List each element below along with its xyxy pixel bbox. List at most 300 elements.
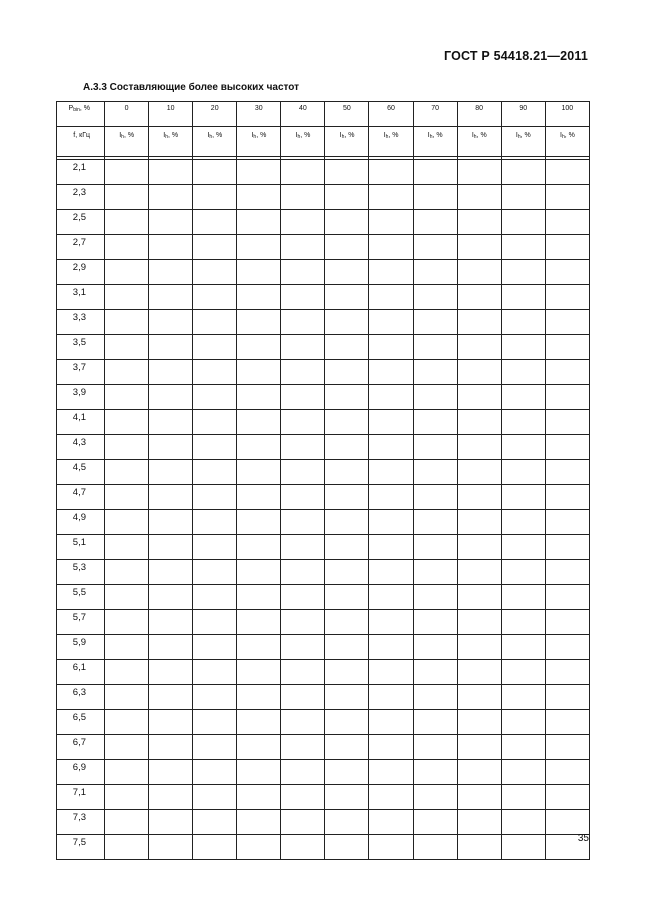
- empty-cell: [237, 310, 281, 335]
- empty-cell: [369, 760, 413, 785]
- empty-cell: [413, 235, 457, 260]
- empty-cell: [281, 335, 325, 360]
- empty-cell: [501, 635, 545, 660]
- empty-cell: [237, 810, 281, 835]
- frequency-value: 5,3: [57, 560, 105, 585]
- empty-cell: [193, 535, 237, 560]
- current-label: $I_h$, %: [501, 127, 545, 157]
- empty-cell: [501, 360, 545, 385]
- empty-cell: [413, 285, 457, 310]
- table-row: [57, 460, 590, 485]
- empty-cell: [457, 510, 501, 535]
- empty-cell: [457, 385, 501, 410]
- table-row: [57, 785, 590, 810]
- power-value: 100: [545, 102, 589, 127]
- table-row: [57, 410, 590, 435]
- table-body: [57, 102, 590, 860]
- empty-cell: [545, 460, 589, 485]
- empty-cell: [281, 235, 325, 260]
- empty-cell: [413, 385, 457, 410]
- empty-cell: [501, 760, 545, 785]
- empty-cell: [457, 585, 501, 610]
- frequency-value: 4,3: [57, 435, 105, 460]
- empty-cell: [325, 460, 369, 485]
- empty-cell: [237, 510, 281, 535]
- empty-cell: [237, 585, 281, 610]
- empty-cell: [369, 310, 413, 335]
- empty-cell: [413, 510, 457, 535]
- power-value: 60: [369, 102, 413, 127]
- empty-cell: [237, 285, 281, 310]
- empty-cell: [193, 710, 237, 735]
- empty-cell: [545, 410, 589, 435]
- empty-cell: [193, 235, 237, 260]
- empty-cell: [501, 435, 545, 460]
- table-row: [57, 835, 590, 860]
- empty-cell: [281, 260, 325, 285]
- empty-cell: [281, 185, 325, 210]
- empty-cell: [413, 460, 457, 485]
- empty-cell: [325, 585, 369, 610]
- empty-cell: [281, 435, 325, 460]
- current-label: $I_h$, %: [105, 127, 149, 157]
- empty-cell: [105, 460, 149, 485]
- empty-cell: [325, 810, 369, 835]
- empty-cell: [193, 835, 237, 860]
- current-label: $I_h$, %: [237, 127, 281, 157]
- empty-cell: [281, 385, 325, 410]
- empty-cell: [325, 285, 369, 310]
- empty-cell: [281, 160, 325, 185]
- empty-cell: [149, 810, 193, 835]
- empty-cell: [501, 485, 545, 510]
- table-row: [57, 160, 590, 185]
- empty-cell: [149, 410, 193, 435]
- empty-cell: [281, 760, 325, 785]
- empty-cell: [149, 360, 193, 385]
- empty-cell: [193, 635, 237, 660]
- empty-cell: [325, 785, 369, 810]
- frequency-value: 7,5: [57, 835, 105, 860]
- empty-cell: [237, 210, 281, 235]
- empty-cell: [281, 710, 325, 735]
- empty-cell: [413, 485, 457, 510]
- empty-cell: [193, 310, 237, 335]
- power-value: 50: [325, 102, 369, 127]
- table-row: [57, 635, 590, 660]
- empty-cell: [281, 810, 325, 835]
- empty-cell: [149, 610, 193, 635]
- table-row: [57, 185, 590, 210]
- empty-cell: [501, 410, 545, 435]
- frequency-value: 3,1: [57, 285, 105, 310]
- empty-cell: [369, 185, 413, 210]
- empty-cell: [545, 635, 589, 660]
- empty-cell: [545, 285, 589, 310]
- unit-header-row: [57, 127, 590, 157]
- empty-cell: [501, 785, 545, 810]
- empty-cell: [457, 735, 501, 760]
- current-label: $I_h$, %: [193, 127, 237, 157]
- empty-cell: [193, 685, 237, 710]
- empty-cell: [369, 385, 413, 410]
- power-value: 80: [457, 102, 501, 127]
- empty-cell: [325, 710, 369, 735]
- table-row: [57, 660, 590, 685]
- empty-cell: [149, 510, 193, 535]
- empty-cell: [105, 535, 149, 560]
- empty-cell: [501, 710, 545, 735]
- table-row: [57, 685, 590, 710]
- empty-cell: [193, 435, 237, 460]
- empty-cell: [457, 435, 501, 460]
- empty-cell: [501, 735, 545, 760]
- empty-cell: [105, 660, 149, 685]
- empty-cell: [237, 685, 281, 710]
- frequency-value: 5,9: [57, 635, 105, 660]
- harmonics-table: [56, 101, 590, 860]
- empty-cell: [369, 635, 413, 660]
- current-label: $I_h$, %: [281, 127, 325, 157]
- empty-cell: [237, 385, 281, 410]
- empty-cell: [457, 210, 501, 235]
- empty-cell: [193, 485, 237, 510]
- empty-cell: [501, 460, 545, 485]
- power-value: 90: [501, 102, 545, 127]
- empty-cell: [237, 260, 281, 285]
- empty-cell: [369, 810, 413, 835]
- empty-cell: [501, 660, 545, 685]
- power-value: 30: [237, 102, 281, 127]
- empty-cell: [369, 610, 413, 635]
- empty-cell: [193, 360, 237, 385]
- empty-cell: [325, 685, 369, 710]
- empty-cell: [237, 660, 281, 685]
- frequency-value: 2,5: [57, 210, 105, 235]
- empty-cell: [193, 610, 237, 635]
- empty-cell: [193, 335, 237, 360]
- empty-cell: [149, 260, 193, 285]
- empty-cell: [501, 260, 545, 285]
- empty-cell: [325, 360, 369, 385]
- empty-cell: [237, 485, 281, 510]
- current-label: $I_h$, %: [457, 127, 501, 157]
- empty-cell: [413, 210, 457, 235]
- empty-cell: [457, 610, 501, 635]
- empty-cell: [501, 610, 545, 635]
- table-row: [57, 385, 590, 410]
- empty-cell: [149, 710, 193, 735]
- frequency-value: 3,3: [57, 310, 105, 335]
- empty-cell: [369, 535, 413, 560]
- empty-cell: [501, 160, 545, 185]
- empty-cell: [105, 785, 149, 810]
- empty-cell: [457, 185, 501, 210]
- empty-cell: [281, 835, 325, 860]
- frequency-value: 2,7: [57, 235, 105, 260]
- empty-cell: [105, 835, 149, 860]
- empty-cell: [149, 335, 193, 360]
- empty-cell: [457, 560, 501, 585]
- empty-cell: [281, 785, 325, 810]
- empty-cell: [413, 835, 457, 860]
- table-row: [57, 260, 590, 285]
- frequency-value: 5,1: [57, 535, 105, 560]
- empty-cell: [369, 160, 413, 185]
- frequency-value: 3,9: [57, 385, 105, 410]
- empty-cell: [149, 585, 193, 610]
- empty-cell: [281, 560, 325, 585]
- empty-cell: [237, 760, 281, 785]
- empty-cell: [193, 560, 237, 585]
- empty-cell: [325, 435, 369, 460]
- empty-cell: [545, 510, 589, 535]
- empty-cell: [193, 285, 237, 310]
- empty-cell: [105, 735, 149, 760]
- empty-cell: [413, 360, 457, 385]
- empty-cell: [325, 185, 369, 210]
- empty-cell: [149, 735, 193, 760]
- empty-cell: [149, 485, 193, 510]
- empty-cell: [501, 510, 545, 535]
- empty-cell: [413, 310, 457, 335]
- empty-cell: [105, 235, 149, 260]
- section-title: А.3.3 Составляющие более высоких частот: [83, 82, 300, 93]
- empty-cell: [325, 560, 369, 585]
- empty-cell: [105, 360, 149, 385]
- empty-cell: [413, 685, 457, 710]
- empty-cell: [193, 160, 237, 185]
- table-row: [57, 585, 590, 610]
- empty-cell: [457, 635, 501, 660]
- empty-cell: [501, 235, 545, 260]
- empty-cell: [281, 610, 325, 635]
- empty-cell: [501, 185, 545, 210]
- frequency-value: 6,9: [57, 760, 105, 785]
- empty-cell: [193, 510, 237, 535]
- table-row: [57, 310, 590, 335]
- empty-cell: [457, 235, 501, 260]
- empty-cell: [105, 810, 149, 835]
- table-row: [57, 535, 590, 560]
- empty-cell: [237, 460, 281, 485]
- frequency-value: 7,1: [57, 785, 105, 810]
- empty-cell: [149, 160, 193, 185]
- empty-cell: [545, 360, 589, 385]
- empty-cell: [545, 160, 589, 185]
- frequency-value: 7,3: [57, 810, 105, 835]
- empty-cell: [413, 660, 457, 685]
- empty-cell: [149, 385, 193, 410]
- current-label: $I_h$, %: [325, 127, 369, 157]
- empty-cell: [501, 210, 545, 235]
- empty-cell: [457, 460, 501, 485]
- page-number: 35: [577, 833, 589, 844]
- empty-cell: [105, 510, 149, 535]
- empty-cell: [149, 760, 193, 785]
- empty-cell: [237, 785, 281, 810]
- empty-cell: [369, 660, 413, 685]
- empty-cell: [281, 635, 325, 660]
- empty-cell: [105, 435, 149, 460]
- table-row: [57, 610, 590, 635]
- empty-cell: [545, 735, 589, 760]
- empty-cell: [105, 285, 149, 310]
- empty-cell: [457, 760, 501, 785]
- frequency-value: 3,5: [57, 335, 105, 360]
- empty-cell: [413, 260, 457, 285]
- empty-cell: [105, 160, 149, 185]
- empty-cell: [413, 610, 457, 635]
- empty-cell: [281, 735, 325, 760]
- empty-cell: [369, 260, 413, 285]
- empty-cell: [325, 485, 369, 510]
- empty-cell: [281, 460, 325, 485]
- empty-cell: [501, 685, 545, 710]
- empty-cell: [237, 160, 281, 185]
- empty-cell: [325, 210, 369, 235]
- empty-cell: [281, 585, 325, 610]
- empty-cell: [545, 310, 589, 335]
- frequency-value: 6,3: [57, 685, 105, 710]
- empty-cell: [149, 310, 193, 335]
- power-header-row: [57, 102, 590, 127]
- empty-cell: [413, 535, 457, 560]
- table-row: [57, 560, 590, 585]
- table-row: [57, 760, 590, 785]
- empty-cell: [281, 485, 325, 510]
- frequency-value: 2,3: [57, 185, 105, 210]
- empty-cell: [281, 360, 325, 385]
- empty-cell: [105, 560, 149, 585]
- empty-cell: [545, 560, 589, 585]
- empty-cell: [413, 185, 457, 210]
- empty-cell: [413, 560, 457, 585]
- empty-cell: [501, 835, 545, 860]
- frequency-value: 5,7: [57, 610, 105, 635]
- empty-cell: [369, 560, 413, 585]
- empty-cell: [193, 210, 237, 235]
- empty-cell: [369, 710, 413, 735]
- empty-cell: [369, 585, 413, 610]
- empty-cell: [149, 460, 193, 485]
- empty-cell: [105, 410, 149, 435]
- frequency-value: 6,1: [57, 660, 105, 685]
- empty-cell: [545, 435, 589, 460]
- frequency-value: 3,7: [57, 360, 105, 385]
- empty-cell: [105, 760, 149, 785]
- empty-cell: [369, 785, 413, 810]
- empty-cell: [369, 685, 413, 710]
- empty-cell: [105, 610, 149, 635]
- empty-cell: [193, 260, 237, 285]
- power-value: 20: [193, 102, 237, 127]
- empty-cell: [545, 685, 589, 710]
- empty-cell: [237, 560, 281, 585]
- empty-cell: [369, 435, 413, 460]
- power-label: $P_{bin}$, %: [57, 102, 105, 127]
- empty-cell: [237, 535, 281, 560]
- empty-cell: [413, 635, 457, 660]
- empty-cell: [457, 310, 501, 335]
- empty-cell: [413, 760, 457, 785]
- empty-cell: [325, 235, 369, 260]
- empty-cell: [193, 785, 237, 810]
- empty-cell: [457, 660, 501, 685]
- frequency-value: 6,7: [57, 735, 105, 760]
- frequency-value: 6,5: [57, 710, 105, 735]
- empty-cell: [105, 310, 149, 335]
- empty-cell: [325, 635, 369, 660]
- table-row: [57, 285, 590, 310]
- empty-cell: [545, 660, 589, 685]
- empty-cell: [105, 685, 149, 710]
- empty-cell: [237, 435, 281, 460]
- current-label: $I_h$, %: [149, 127, 193, 157]
- empty-cell: [105, 585, 149, 610]
- empty-cell: [193, 185, 237, 210]
- table-row: [57, 335, 590, 360]
- empty-cell: [105, 335, 149, 360]
- empty-cell: [501, 535, 545, 560]
- empty-cell: [149, 560, 193, 585]
- empty-cell: [457, 485, 501, 510]
- empty-cell: [369, 235, 413, 260]
- empty-cell: [413, 435, 457, 460]
- empty-cell: [413, 810, 457, 835]
- empty-cell: [501, 560, 545, 585]
- table-row: [57, 735, 590, 760]
- empty-cell: [149, 535, 193, 560]
- empty-cell: [545, 535, 589, 560]
- table-row: [57, 360, 590, 385]
- empty-cell: [325, 660, 369, 685]
- frequency-value: 4,7: [57, 485, 105, 510]
- empty-cell: [545, 810, 589, 835]
- empty-cell: [457, 685, 501, 710]
- empty-cell: [501, 810, 545, 835]
- empty-cell: [149, 785, 193, 810]
- table-row: [57, 710, 590, 735]
- empty-cell: [545, 585, 589, 610]
- empty-cell: [193, 810, 237, 835]
- empty-cell: [193, 760, 237, 785]
- empty-cell: [149, 235, 193, 260]
- empty-cell: [281, 685, 325, 710]
- table-row: [57, 210, 590, 235]
- empty-cell: [149, 210, 193, 235]
- empty-cell: [457, 835, 501, 860]
- empty-cell: [369, 360, 413, 385]
- empty-cell: [545, 260, 589, 285]
- empty-cell: [105, 635, 149, 660]
- empty-cell: [457, 285, 501, 310]
- empty-cell: [369, 410, 413, 435]
- empty-cell: [457, 335, 501, 360]
- empty-cell: [281, 210, 325, 235]
- empty-cell: [237, 335, 281, 360]
- empty-cell: [325, 760, 369, 785]
- empty-cell: [325, 835, 369, 860]
- empty-cell: [369, 285, 413, 310]
- empty-cell: [149, 635, 193, 660]
- table-row: [57, 235, 590, 260]
- empty-cell: [413, 160, 457, 185]
- empty-cell: [501, 585, 545, 610]
- table-row: [57, 510, 590, 535]
- empty-cell: [281, 510, 325, 535]
- empty-cell: [325, 310, 369, 335]
